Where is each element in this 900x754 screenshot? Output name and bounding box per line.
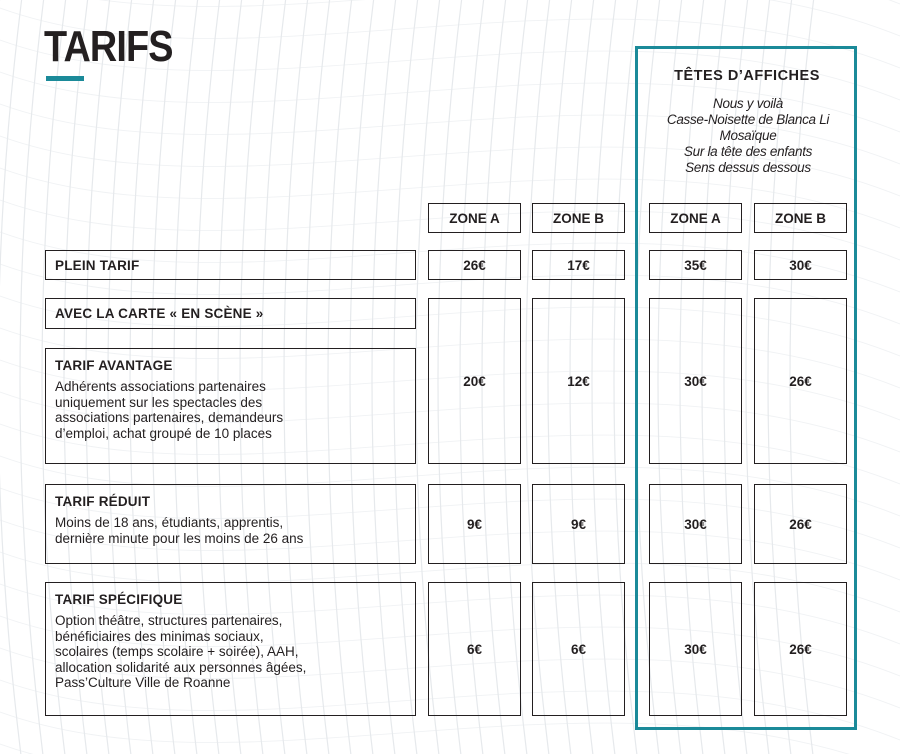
- price-cell: 9€: [428, 484, 521, 564]
- price-cell: 17€: [532, 250, 625, 280]
- show-title: Sur la tête des enfants: [683, 144, 813, 159]
- row-label-carte-en-scene: AVEC LA CARTE « EN SCÈNE »: [45, 298, 416, 329]
- pattern-line: [0, 744, 900, 754]
- price-cell: 35€: [649, 250, 742, 280]
- description-line: bénéficiaires des minimas sociaux,: [55, 628, 264, 644]
- description-line: Pass’Culture Ville de Roanne: [55, 675, 231, 690]
- price-cell: 26€: [754, 582, 847, 716]
- price-cell: 26€: [428, 250, 521, 280]
- price-cell: 6€: [428, 582, 521, 716]
- description-line: uniquement sur les spectacles des: [55, 394, 263, 410]
- description-line: scolaires (temps scolaire + soirée), AAH,: [55, 644, 299, 659]
- row-title: TARIF SPÉCIFIQUE: [55, 592, 183, 607]
- price-cell: 26€: [754, 484, 847, 564]
- description-line: Adhérents associations partenaires: [55, 379, 266, 394]
- price-cell: 6€: [532, 582, 625, 716]
- page-title: TARIFS: [44, 22, 173, 71]
- price-cell: 20€: [428, 298, 521, 464]
- description-line: Option théâtre, structures partenaires,: [55, 613, 283, 628]
- row-title: TARIF AVANTAGE: [55, 358, 173, 373]
- price-cell: 30€: [649, 582, 742, 716]
- price-cell: 9€: [532, 484, 625, 564]
- headliners-show-list: [635, 96, 861, 176]
- description-line: dernière minute pour les moins de 26 ans: [55, 530, 304, 546]
- description-line: associations partenaires, demandeurs: [55, 410, 284, 425]
- column-header-zone-b: ZONE B: [532, 203, 625, 233]
- show-title: Casse-Noisette de Blanca Li: [666, 112, 830, 127]
- price-cell: 30€: [754, 250, 847, 280]
- column-header-headliner-zone-b: ZONE B: [754, 203, 847, 233]
- row-description: [55, 613, 406, 691]
- row-label-plein-tarif: PLEIN TARIF: [45, 250, 416, 280]
- row-description: [55, 379, 406, 441]
- price-cell: 12€: [532, 298, 625, 464]
- headliners-heading: TÊTES D’AFFICHES: [674, 68, 820, 84]
- row-tarif-reduit: [45, 484, 416, 564]
- column-header-headliner-zone-a: ZONE A: [649, 203, 742, 233]
- price-cell: 26€: [754, 298, 847, 464]
- price-cell: 30€: [649, 298, 742, 464]
- price-cell: 30€: [649, 484, 742, 564]
- row-tarif-specifique: [45, 582, 416, 716]
- description-line: d’emploi, achat groupé de 10 places: [55, 425, 272, 441]
- show-title: Sens dessus dessous: [685, 160, 811, 175]
- row-tarif-avantage: [45, 348, 416, 464]
- column-header-zone-a: ZONE A: [428, 203, 521, 233]
- description-line: Moins de 18 ans, étudiants, apprentis,: [55, 515, 284, 530]
- show-title: Mosaïque: [719, 128, 777, 143]
- row-title: TARIF RÉDUIT: [55, 494, 151, 509]
- show-title: Nous y voilà: [713, 96, 783, 111]
- row-description: [55, 515, 406, 546]
- description-line: allocation solidarité aux personnes âgées,: [55, 659, 307, 675]
- title-underline: [46, 76, 84, 81]
